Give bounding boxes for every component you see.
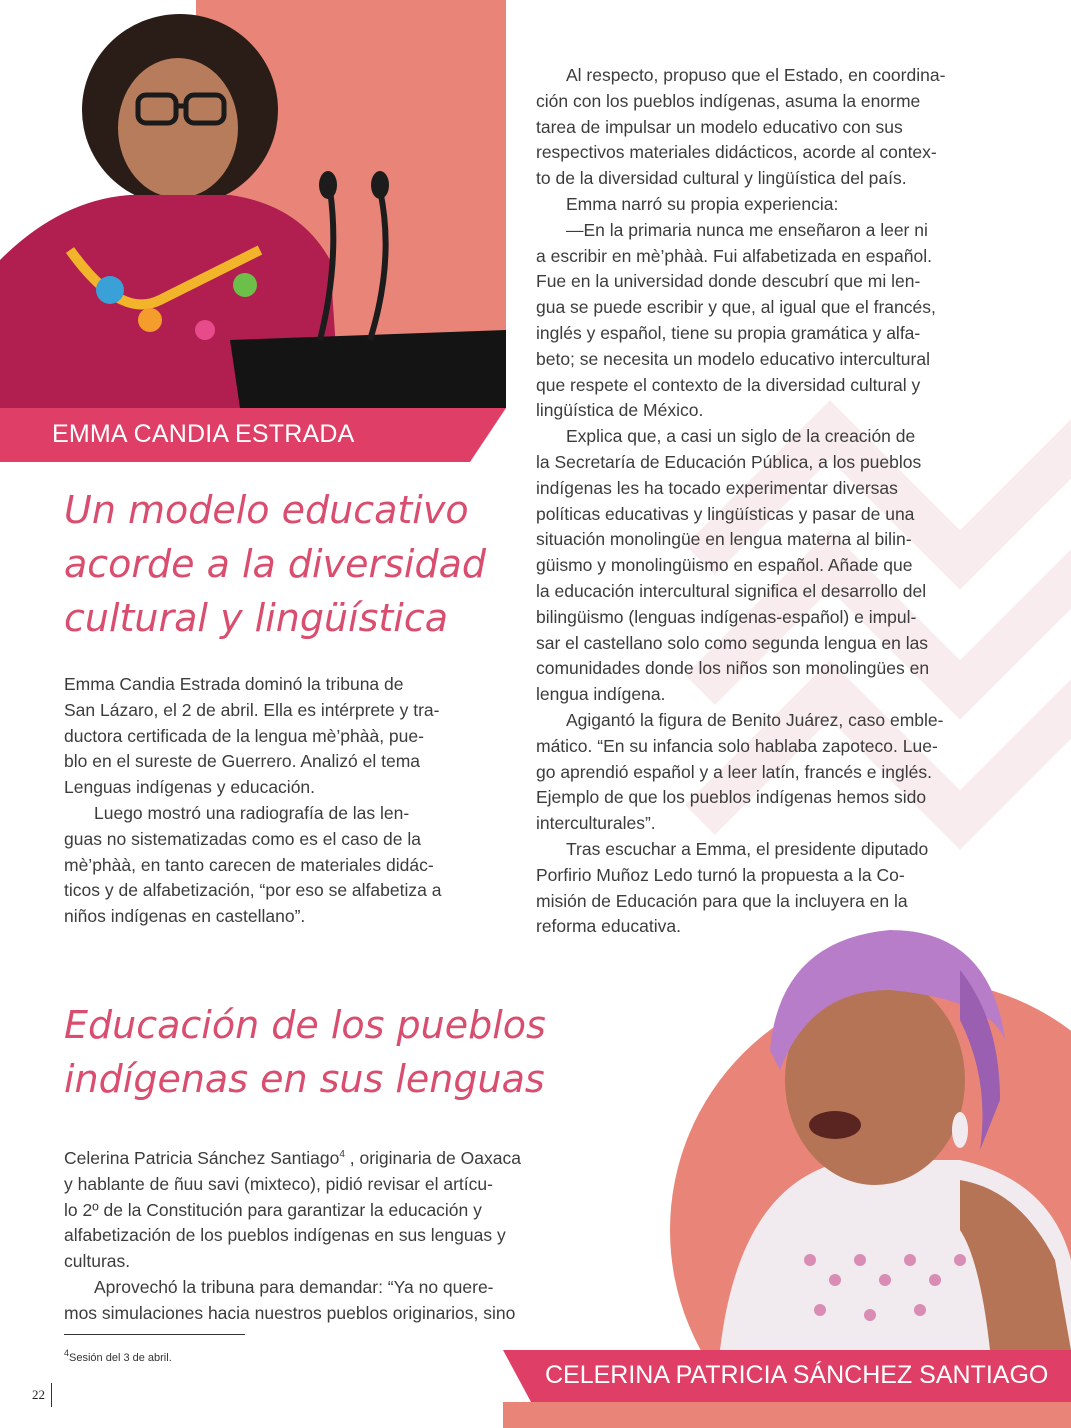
text-line: guas no sistematizadas como es el caso de la <box>64 828 421 849</box>
footnote <box>64 1348 172 1364</box>
text-line: respectivos materiales didácticos, acorde al contex- <box>536 142 937 163</box>
text-fragment: , originaria de Oaxaca <box>344 1148 521 1168</box>
text-line: lo 2º de la Constitución para garantizar la educación y <box>64 1199 482 1220</box>
text-line: que respete el contexto de la diversidad cultural y <box>536 374 921 395</box>
text-line: Fue en la universidad donde descubrí que mi len- <box>536 271 921 292</box>
text-line: beto; se necesita un modelo educativo intercultural <box>536 348 930 369</box>
text-line: a escribir en mè’phàà. Fui alfabetizada en español. <box>536 245 932 266</box>
text-line: bilingüismo (lenguas indígenas-español) e impul- <box>536 606 917 627</box>
text-line: Ejemplo de que los pueblos indígenas hemos sido <box>536 787 927 808</box>
text-line: políticas educativas y lingüísticas y pasar de una <box>536 503 915 524</box>
text-line: la educación intercultural significa el desarrollo del <box>536 580 927 601</box>
text-line: blo en el sureste de Guerrero. Analizó el tema <box>64 751 421 772</box>
text-line: ticos y de alfabetización, “por eso se alfabetiza a <box>64 880 442 901</box>
text-line <box>64 1142 584 1172</box>
text-line: la Secretaría de Educación Pública, a los pueblos <box>536 451 922 472</box>
text-line: interculturales”. <box>536 813 656 834</box>
photo-emma-candia-estrada <box>0 0 506 408</box>
footnote-divider <box>64 1334 245 1335</box>
text-line: —En la primaria nunca me enseñaron a leer ni <box>566 219 928 240</box>
text-line: mos simulaciones hacia nuestros pueblos originarios, sino <box>64 1302 516 1323</box>
text-line: tarea de impulsar un modelo educativo con sus <box>536 116 903 137</box>
text-line: to de la diversidad cultural y lingüística del país. <box>536 168 907 189</box>
text-line: güismo y monolingüismo en español. Añade que <box>536 555 913 576</box>
heading-line: indígenas en sus lenguas <box>64 1057 545 1101</box>
text-line: lingüística de México. <box>536 400 704 421</box>
photo-celerina-sanchez-santiago <box>660 930 1071 1350</box>
page-number: 22 <box>32 1387 45 1402</box>
text-line: culturas. <box>64 1251 131 1272</box>
text-line: go aprendió español y a leer latín, francés e inglés. <box>536 761 932 782</box>
page-number-divider <box>51 1383 52 1407</box>
text-line: Explica que, a casi un siglo de la creación de <box>566 426 916 447</box>
text-line: mè’phàà, en tanto carecen de materiales didác- <box>64 854 434 875</box>
text-line: situación monolingüe en lengua materna al bilin- <box>536 529 912 550</box>
text-line: sar el castellano solo como segunda lengua en las <box>536 632 929 653</box>
decorative-bottom-strip <box>503 1402 1071 1428</box>
heading-educacion-pueblos <box>64 998 604 1106</box>
text-line: Emma Candia Estrada dominó la tribuna de <box>64 674 404 694</box>
text-line: niños indígenas en castellano”. <box>64 906 306 927</box>
text-line: alfabetización de los pueblos indígenas en sus lenguas y <box>64 1225 506 1246</box>
article-right-column <box>536 63 1016 940</box>
text-line: Tras escuchar a Emma, el presidente diputado <box>566 838 929 859</box>
text-line: Luego mostró una radiografía de las len- <box>94 802 410 823</box>
text-fragment: Celerina Patricia Sánchez Santiago <box>64 1148 340 1168</box>
text-line: y hablante de ñuu savi (mixteco), pidió revisar el artícu- <box>64 1173 493 1194</box>
text-line: Aprovechó la tribuna para demandar: “Ya no quere- <box>94 1276 494 1297</box>
text-line: Porfirio Muñoz Ledo turnó la propuesta a la Co- <box>536 864 905 885</box>
heading-modelo-educativo <box>64 483 524 645</box>
text-line: indígenas les ha tocado experimentar diversas <box>536 477 898 498</box>
text-line: inglés y español, tiene su propia gramática y alfa- <box>536 322 921 343</box>
text-line: reforma educativa. <box>536 916 681 937</box>
text-line: Lenguas indígenas y educación. <box>64 777 316 798</box>
heading-line: cultural y lingüística <box>64 596 449 640</box>
footnote-text: Sesión del 3 de abril. <box>69 1352 172 1364</box>
heading-line: acorde a la diversidad <box>64 542 486 586</box>
text-line: gua se puede escribir y que, al igual que el francés, <box>536 297 936 318</box>
text-line: mático. “En su infancia solo hablaba zapoteco. Lue- <box>536 735 938 756</box>
text-line: Al respecto, propuso que el Estado, en coordina- <box>566 65 946 85</box>
footnote-marker: 4 <box>64 1348 70 1358</box>
heading-line: Un modelo educativo <box>64 488 469 532</box>
text-line: misión de Educación para que la incluyera en la <box>536 890 908 911</box>
text-line: Emma narró su propia experiencia: <box>566 193 839 214</box>
caption-celerina-name: CELERINA PATRICIA SÁNCHEZ SANTIAGO <box>545 1361 1049 1389</box>
heading-line: Educación de los pueblos <box>64 1003 546 1047</box>
text-line: ductora certificada de la lengua mè’phàà, pue- <box>64 725 424 746</box>
text-line: Agigantó la figura de Benito Juárez, caso emble- <box>566 709 944 730</box>
article-left-column <box>64 672 514 930</box>
caption-emma-name: EMMA CANDIA ESTRADA <box>52 420 355 448</box>
text-line: lengua indígena. <box>536 684 666 705</box>
article-section2-body <box>64 1142 584 1327</box>
text-line: comunidades donde los niños son monolingües en <box>536 658 930 679</box>
text-line: San Lázaro, el 2 de abril. Ella es intérprete y tra- <box>64 699 440 720</box>
footnote-reference[interactable]: 4 <box>339 1149 345 1160</box>
text-line: ción con los pueblos indígenas, asuma la enorme <box>536 90 921 111</box>
